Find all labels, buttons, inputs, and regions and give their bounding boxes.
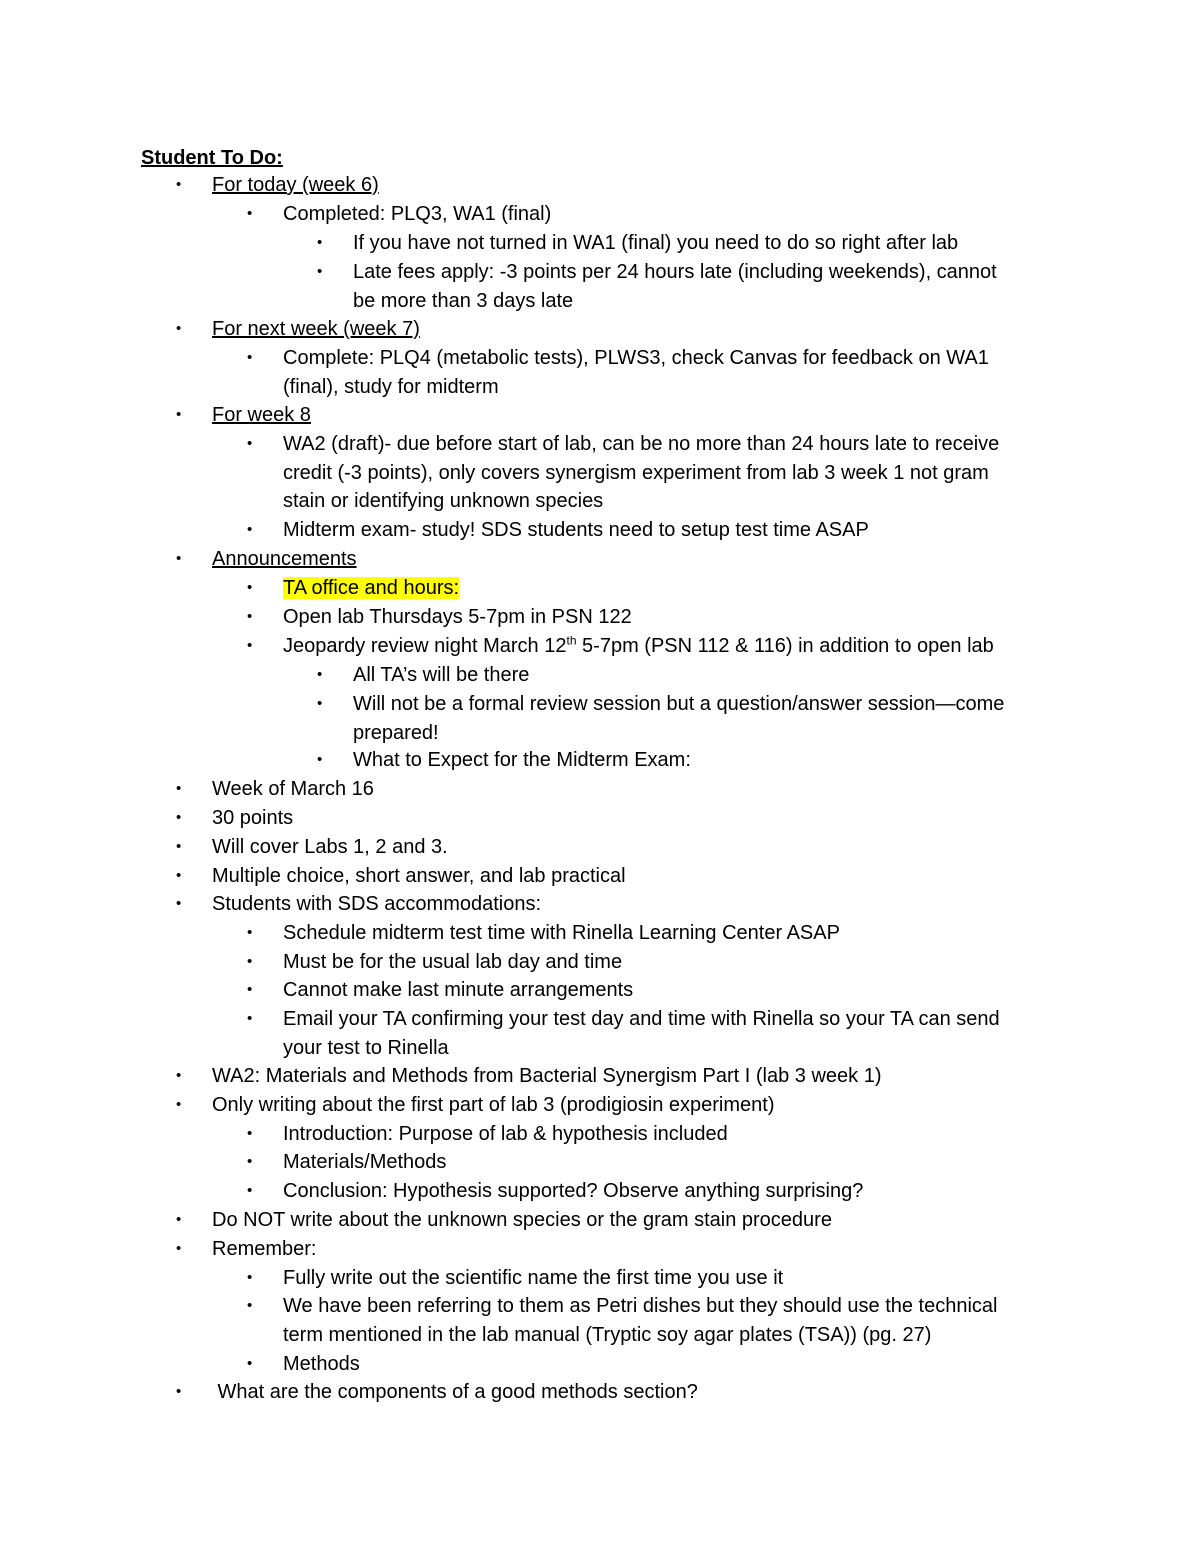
superscript: th — [566, 633, 577, 648]
list-item — [317, 258, 1073, 315]
list-item — [176, 1062, 1072, 1091]
bullet-icon: • — [247, 435, 253, 452]
bullet-icon: • — [247, 521, 253, 538]
bullet-icon: • — [317, 666, 323, 683]
list-item-text: 5-7pm (PSN 112 & 116) in addition to open lab — [576, 635, 994, 657]
list-item-line: prepared! — [353, 721, 439, 744]
list-item — [247, 200, 1073, 229]
list-item — [317, 746, 1073, 775]
list-item — [176, 1091, 1072, 1120]
bullet-icon: • — [247, 981, 253, 998]
bullet-icon: • — [247, 637, 253, 654]
bullet-icon: • — [176, 838, 182, 855]
list-item — [317, 661, 1073, 690]
bullet-icon: • — [247, 1269, 253, 1286]
list-item — [317, 229, 1073, 258]
list-item — [247, 1264, 1073, 1293]
list-item-text: What to Expect for the Midterm Exam: — [353, 749, 691, 771]
bullet-icon: • — [176, 1240, 182, 1257]
list-item-line: Late fees apply: -3 points per 24 hours late (including weekends), cannot — [353, 261, 997, 283]
bullet-icon: • — [176, 1383, 182, 1400]
list-item-line: Email your TA confirming your test day and time with Rinella so your TA can send — [283, 1008, 1000, 1030]
list-item-text: Completed: PLQ3, WA1 (final) — [283, 203, 552, 225]
section-heading: For next week (week 7) — [212, 318, 420, 340]
list-item-text: Must be for the usual lab day and time — [283, 951, 623, 973]
bullet-icon: • — [317, 751, 323, 768]
bullet-icon: • — [247, 1297, 253, 1314]
list-item-text: All TA’s will be there — [353, 664, 530, 686]
list-item-for-today — [176, 171, 1072, 200]
bullet-icon: • — [176, 550, 182, 567]
list-item-line: stain or identifying unknown species — [283, 490, 604, 512]
bullet-icon: • — [176, 320, 182, 337]
list-item-text: Schedule midterm test time with Rinella Learning Center ASAP — [283, 922, 840, 944]
list-item-text: Multiple choice, short answer, and lab practical — [212, 865, 626, 887]
list-item — [176, 833, 1072, 862]
list-item — [247, 632, 1073, 661]
list-item-line: term mentioned in the lab manual (Tryptic soy agar plates (TSA)) (pg. 27) — [283, 1323, 932, 1346]
list-item — [247, 603, 1073, 632]
bullet-icon: • — [317, 234, 323, 251]
bullet-icon: • — [176, 1211, 182, 1228]
list-item — [176, 1235, 1072, 1264]
list-item-text: 30 points — [212, 807, 294, 829]
list-item — [247, 574, 1073, 603]
list-item — [247, 919, 1073, 948]
list-item — [247, 1292, 1073, 1349]
section-heading: For today (week 6) — [212, 174, 379, 196]
list-item — [247, 516, 1073, 545]
list-item — [176, 862, 1072, 891]
list-item-text: Remember: — [212, 1238, 317, 1260]
list-item-text: What are the components of a good methods section? — [212, 1381, 698, 1403]
bullet-icon: • — [176, 176, 182, 193]
bullet-icon: • — [247, 608, 253, 625]
list-item — [176, 890, 1072, 919]
highlighted-text: TA office and hours: — [283, 577, 460, 599]
list-item-text: Midterm exam- study! SDS students need to setup test time ASAP — [283, 519, 869, 541]
list-item — [247, 976, 1073, 1005]
list-item — [317, 690, 1073, 747]
list-item-for-week-8 — [176, 401, 1072, 430]
list-item-text: If you have not turned in WA1 (final) you need to do so right after lab — [353, 232, 959, 254]
bullet-icon: • — [247, 579, 253, 596]
list-item — [176, 804, 1072, 833]
list-item-text: Fully write out the scientific name the first time you use it — [283, 1267, 784, 1289]
bullet-icon: • — [176, 867, 182, 884]
bullet-icon: • — [176, 1067, 182, 1084]
bullet-icon: • — [176, 1096, 182, 1113]
list-item-text: WA2: Materials and Methods from Bacterial Synergism Part I (lab 3 week 1) — [212, 1065, 882, 1087]
bullet-icon: • — [247, 1010, 253, 1027]
list-item — [247, 948, 1073, 977]
list-item-text: Only writing about the first part of lab 3 (prodigiosin experiment) — [212, 1094, 775, 1116]
list-item — [247, 1177, 1073, 1206]
list-item — [247, 1120, 1073, 1149]
list-item-text: Conclusion: Hypothesis supported? Observe anything surprising? — [283, 1180, 864, 1202]
bullet-icon: • — [176, 780, 182, 797]
list-item — [247, 1005, 1073, 1062]
bullet-icon: • — [247, 1125, 253, 1142]
list-item-line: be more than 3 days late — [353, 289, 574, 312]
bullet-icon: • — [317, 695, 323, 712]
list-item-line: Complete: PLQ4 (metabolic tests), PLWS3, check Canvas for feedback on WA1 — [283, 347, 989, 369]
list-item — [176, 1378, 1072, 1407]
list-item-text: Students with SDS accommodations: — [212, 893, 542, 915]
list-item — [247, 430, 1073, 516]
bullet-icon: • — [247, 1355, 253, 1372]
list-item-line: We have been referring to them as Petri dishes but they should use the technical — [283, 1295, 998, 1317]
list-item — [247, 1350, 1073, 1379]
list-item — [247, 344, 1073, 401]
page-title: Student To Do: — [141, 147, 283, 169]
bullet-icon: • — [247, 924, 253, 941]
list-item-text: Introduction: Purpose of lab & hypothesis included — [283, 1123, 728, 1145]
list-item-text: Materials/Methods — [283, 1151, 447, 1173]
bullet-icon: • — [317, 263, 323, 280]
list-item-text: Jeopardy review night March 12 — [283, 635, 567, 657]
bullet-icon: • — [247, 205, 253, 222]
bullet-icon: • — [176, 406, 182, 423]
list-item-line: credit (-3 points), only covers synergism experiment from lab 3 week 1 not gram — [283, 461, 989, 484]
list-item-line: your test to Rinella — [283, 1036, 449, 1059]
section-heading: Announcements — [212, 548, 357, 570]
bullet-icon: • — [176, 809, 182, 826]
list-item — [176, 775, 1072, 804]
bullet-icon: • — [247, 953, 253, 970]
list-item-text: Cannot make last minute arrangements — [283, 979, 634, 1001]
list-item-text: Methods — [283, 1353, 360, 1375]
bullet-icon: • — [176, 895, 182, 912]
bullet-icon: • — [247, 1153, 253, 1170]
bullet-icon: • — [247, 349, 253, 366]
list-item — [176, 1206, 1072, 1235]
list-item-text: Open lab Thursdays 5-7pm in PSN 122 — [283, 606, 632, 628]
list-item-for-next-week — [176, 315, 1072, 344]
list-item-line: (final), study for midterm — [283, 375, 499, 398]
bullet-icon: • — [247, 1182, 253, 1199]
list-item — [247, 1148, 1073, 1177]
list-item-text: Will cover Labs 1, 2 and 3. — [212, 836, 448, 858]
list-item-announcements — [176, 545, 1072, 574]
list-item-line: WA2 (draft)- due before start of lab, can be no more than 24 hours late to receive — [283, 433, 1000, 455]
list-item-text: Week of March 16 — [212, 778, 374, 800]
list-item-text: Do NOT write about the unknown species or the gram stain procedure — [212, 1209, 832, 1231]
section-heading: For week 8 — [212, 404, 311, 426]
list-item-line: Will not be a formal review session but a question/answer session—come — [353, 693, 1005, 715]
